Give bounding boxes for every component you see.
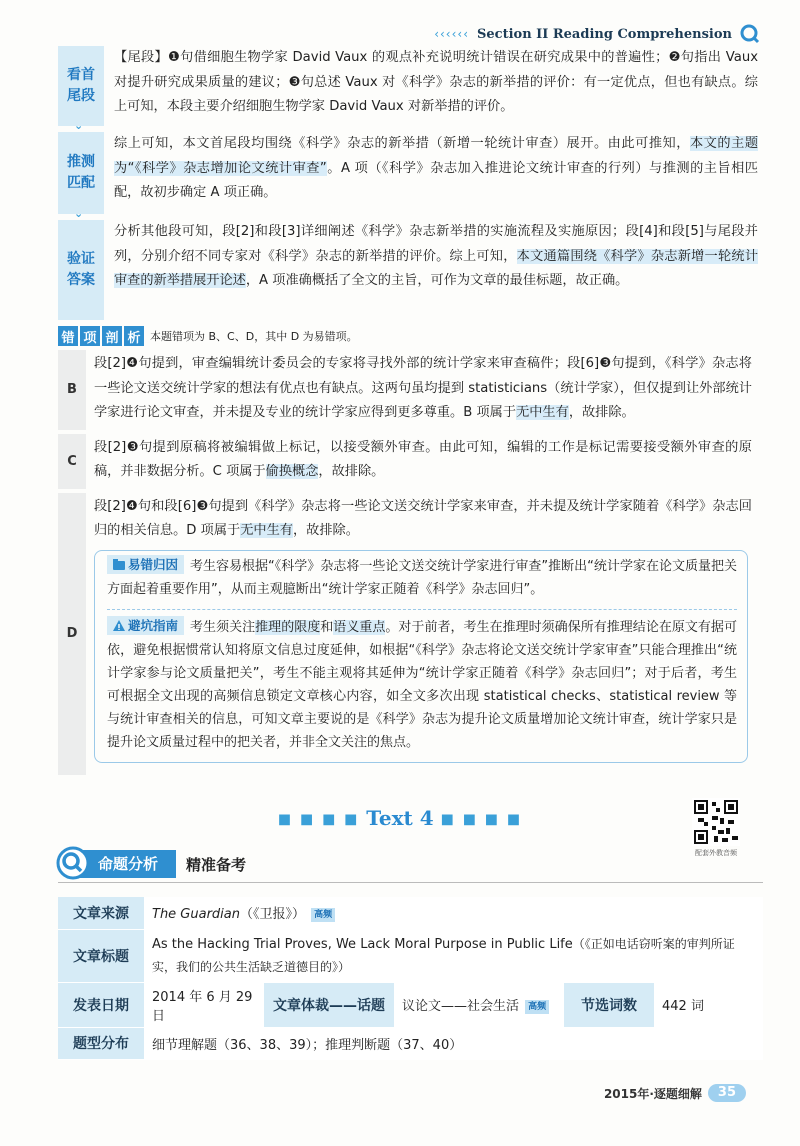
search-circle-icon (56, 846, 90, 880)
header-title: Section II Reading Comprehension (477, 26, 732, 42)
option-text: 段[2]❸句提到原稿将被编辑做上标记，以接受额外审查。由此可知，编辑的工作是标记需要接受额外审查的原稿，并非数据分析。C 项属于偷换概念，故排除。 (94, 439, 752, 479)
page-header (434, 20, 760, 48)
step-text: 【尾段】❶句借细胞生物学家 David Vaux 的观点补充说明统计错误在研究成果中的普遍性；❷句指出 Vaux 对提升研究成果质量的建议；❸句总述 Vaux 对《科学》杂志的新举措的评价：有一定优点，但也有缺点。综上可知，本段主要介绍细胞生物学家 David Vaux 对新举措的评价。 (114, 50, 758, 114)
divider (107, 609, 737, 610)
row-label: 发表日期 (58, 982, 144, 1027)
analysis-banner (58, 850, 246, 878)
highlight: 本文的主题为“《科学》杂志增加论文统计审查” (114, 136, 759, 176)
analysis-note: 本题错项为 B、C、D，其中 D 为易错项。 (150, 330, 358, 343)
highlight: 语义重点 (333, 619, 386, 635)
highlight: 本文通篇围绕《科学》杂志新增一轮统计审查的新举措展开论述 (114, 248, 759, 288)
header-arrows: ‹‹‹‹‹‹ (434, 27, 469, 41)
table-row (58, 897, 763, 929)
option-letter: B (58, 350, 86, 430)
step-infer-match (58, 132, 759, 220)
option-c (58, 430, 758, 489)
answer-steps (58, 46, 758, 326)
article-info-table (58, 897, 763, 1060)
page-number: 35 (708, 1084, 746, 1102)
wrong-option-analysis (58, 326, 758, 775)
tip-box (94, 550, 748, 763)
step-text: 分析其他段可知，段[2]和段[3]详细阐述《科学》杂志新举措的实施流程及实施原因；段[4]和段[5]与尾段并列，分别介绍不同专家对《科学》杂志的新举措的评价。综上可知，本文通篇围绕《科学》杂志新增一轮统计审查的新举措展开论述，A 项准确概括了全文的主旨，可作为文章的最佳标题，故正确。 (114, 224, 759, 288)
divider (58, 882, 763, 883)
tip-label: 避坑指南 (107, 616, 184, 635)
step-label: 看首 尾段 ⌄ (58, 46, 104, 126)
row-label: 文章标题 (58, 929, 144, 982)
folder-icon (113, 559, 125, 570)
step-head-tail (58, 46, 758, 132)
tip-label: 易错归因 (107, 555, 184, 574)
banner-subtitle: 精准备考 (186, 855, 247, 874)
option-letter: C (58, 434, 86, 489)
highlight: 无中生有 (240, 523, 293, 538)
warning-icon (113, 620, 125, 631)
row-label: 文章来源 (58, 897, 144, 929)
analysis-tag: 错 项 剖 析 (58, 326, 144, 346)
search-circle-icon (740, 24, 760, 44)
step-label: 推测 匹配 ⌄ (58, 132, 104, 214)
step-verify (58, 220, 758, 320)
row-value: 议论文——社会生活 高频 (394, 982, 564, 1027)
row-value: The Guardian（《卫报》） 高频 (144, 897, 763, 929)
row-label: 文章体裁——话题 (264, 982, 394, 1027)
analysis-header (58, 326, 758, 346)
option-text: 段[2]❹句提到，审查编辑统计委员会的专家将寻找外部的统计学家来审查稿件；段[6]❸句提到，《科学》杂志将一些论文送交统计学家的想法有优点也有缺点。这两句虽均提到 statisticians（统计学家），但仅提到让外部统计学家进行论文审查，并未提及专业的统计学家应得到更多尊重。B 项属于无中生有，故排除。 (94, 356, 752, 420)
dots-decoration: ■ ■ ■ ■ (277, 811, 367, 828)
highlight: 推理的限度 (255, 619, 321, 635)
option-b (58, 350, 758, 430)
chevron-down-icon: ⌄ (74, 207, 84, 220)
table-row (58, 1027, 763, 1059)
banner-tag: 命题分析 (58, 850, 176, 878)
chevron-down-icon: ⌄ (74, 119, 84, 132)
row-value: 442 词 (654, 982, 763, 1027)
tip-error-cause: 易错归因 考生容易根据“《科学》杂志将一些论文送交统计学家进行审查”推断出“统计学家在论文质量把关方面起着重要作用”，从而主观臆断出“统计学家正随着《科学》杂志回归”。 (107, 556, 737, 597)
row-label: 题型分布 (58, 1027, 144, 1059)
table-row (58, 929, 763, 982)
row-value: 细节理解题（36、38、39）；推理判断题（37、40） (144, 1027, 763, 1059)
qr-code-icon[interactable] (692, 798, 740, 846)
highlight: 无中生有 (516, 405, 569, 420)
option-letter: D (58, 493, 86, 775)
highlight: 偷换概念 (265, 464, 319, 479)
option-d (58, 489, 758, 775)
section-heading: ■ ■ ■ ■ Text 4 ■ ■ ■ ■ (277, 806, 523, 830)
page-footer (604, 1084, 746, 1102)
qr-caption: 配套外教音频 (695, 849, 737, 857)
row-value: 2014 年 6 月 29 日 (144, 982, 264, 1027)
step-text: 综上可知，本文首尾段均围绕《科学》杂志的新举措（新增一轮统计审查）展开。由此可推知，本文的主题为“《科学》杂志增加论文统计审查”。A 项（《科学》杂志加入推进论文统计审查的行列）与推测的主旨相匹配，故初步确定 A 项正确。 (114, 136, 759, 200)
frequency-badge: 高频 (525, 1000, 549, 1014)
frequency-badge: 高频 (311, 908, 335, 922)
row-label: 节选词数 (564, 982, 654, 1027)
table-row (58, 982, 763, 1027)
row-value: As the Hacking Trial Proves, We Lack Moral Purpose in Public Life（《正如电话窃听案的审判所证实，我们的公共生活缺乏道德目的》） (144, 929, 763, 982)
dots-decoration: ■ ■ ■ ■ (440, 811, 523, 828)
footer-text: 2015年·逐题细解 (603, 1086, 702, 1101)
option-text: 段[2]❹句和段[6]❸句提到《科学》杂志将一些论文送交统计学家来审查，并未提及统计学家随着《科学》杂志回归的相关信息。D 项属于无中生有，故排除。 易错归因 考生容易根据“《科学》杂志将一些论文送交统计学家进行审查”推断出“统计学家在论文质量把关方面起着重要作用”，从而主观臆断出“统计学家正随着《科学》杂志回归”。 避坑指南 考生须关注推理的限度和语义重点。对于前者，考生在推理时须确保所有推理结论在原文有据可依，避免根据惯常认知将原文信息过度延伸，如根据“《科学》杂志将论文送交统计学家审查”只能合理推出“统计学家参与论文质量把关”，考生不能主观将其延伸为“统计学家正随着《科学》杂志回归”；对于后者，考生可根据全文出现的高频信息锁定文章核心内容，如全文多次出现 statistical checks、statistical review 等与统计审查相关的信息，可知文章主要说的是《科学》杂志为提升论文质量增加论文统计审查，统计学家只是提升论文质量过程中的把关者，并非全文关注的焦点。 (86, 493, 758, 775)
tip-avoid-guide: 避坑指南 考生须关注推理的限度和语义重点。对于前者，考生在推理时须确保所有推理结论在原文有据可依，避免根据惯常认知将原文信息过度延伸，如根据“《科学》杂志将论文送交统计学家审查”只能合理推出“统计学家参与论文质量把关”，考生不能主观将其延伸为“统计学家正随着《科学》杂志回归”；对于后者，考生可根据全文出现的高频信息锁定文章核心内容，如全文多次出现 statistical checks、statistical review 等与统计审查相关的信息，可知文章主要说的是《科学》杂志为提升论文质量增加论文统计审查，统计学家只是提升论文质量过程中的把关者，并非全文关注的焦点。 (107, 617, 737, 750)
step-label: 验证 答案 (58, 220, 104, 320)
